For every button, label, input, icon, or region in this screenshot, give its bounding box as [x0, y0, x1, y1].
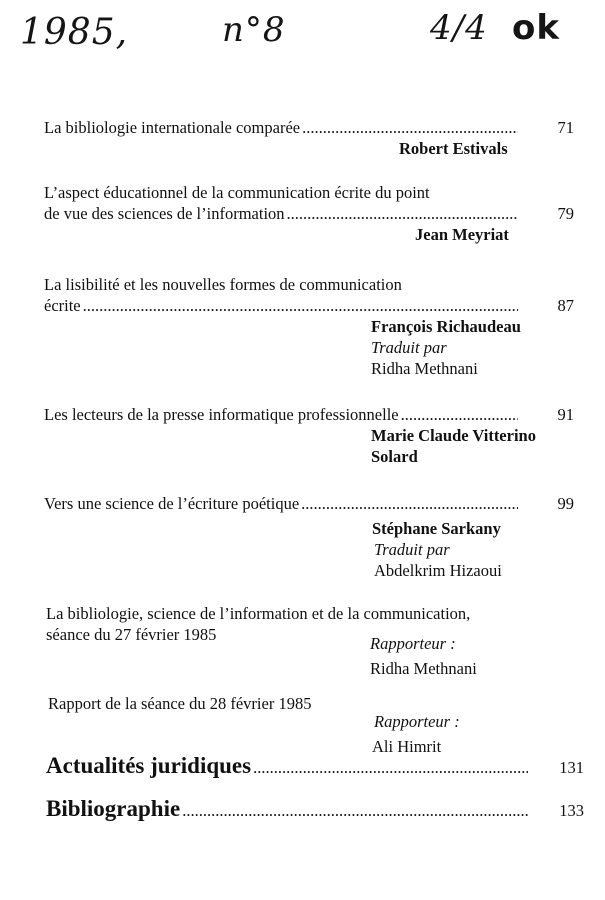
entry-role: Rapporteur : [374, 712, 460, 731]
entry-role: Traduit par [374, 540, 450, 559]
toc-entry [46, 603, 576, 679]
leader-dots [182, 797, 528, 825]
entry-author: Robert Estivals [399, 139, 508, 158]
entry-role: Rapporteur : [370, 634, 456, 653]
toc-entry [48, 693, 578, 757]
entry-title-line1: L’aspect éducationnel de la communication écrite du point [44, 183, 430, 202]
toc-section [46, 795, 584, 825]
toc-section-line [46, 795, 584, 825]
leader-dots [401, 404, 518, 425]
page-number: 71 [557, 118, 574, 137]
leader-dots [301, 493, 518, 514]
entry-title: Les lecteurs de la presse informatique professionnelle [44, 405, 399, 424]
entry-translator: Ridha Methnani [371, 359, 478, 378]
entry-title: Rapport de la séance du 28 février 1985 [48, 694, 312, 713]
page-number: 131 [559, 758, 584, 777]
entry-name: Ridha Methnani [370, 659, 477, 678]
entry-title-line2: de vue des sciences de l’information [44, 204, 285, 223]
entry-role: Traduit par [371, 338, 447, 357]
page-number: 79 [557, 204, 574, 223]
page-number: 87 [557, 296, 574, 315]
toc-entry-line [44, 274, 574, 295]
toc-section-line [46, 752, 584, 782]
leader-dots [302, 117, 518, 138]
toc-entry-line [44, 182, 574, 203]
entry-title-line2: séance du 27 février 1985 [46, 625, 217, 644]
entry-author: Jean Meyriat [415, 225, 509, 244]
page-number: 91 [557, 405, 574, 424]
toc-entry-line [44, 203, 574, 224]
handwritten-issue: n°8 [222, 10, 286, 50]
entry-title-line1: La bibliologie, science de l’information et de la communication, [46, 604, 471, 623]
entry-author: François Richaudeau [371, 317, 521, 336]
entry-author-line1: Marie Claude Vitterino [371, 426, 536, 445]
toc-section [46, 752, 584, 782]
section-title: Actualités juridiques [46, 753, 252, 778]
entry-author: Stéphane Sarkany [372, 519, 501, 538]
entry-translator: Abdelkrim Hizaoui [374, 561, 502, 580]
toc-entry-line [44, 404, 574, 425]
section-title: Bibliographie [46, 796, 181, 821]
toc-entry-line [44, 117, 574, 138]
leader-dots [287, 203, 518, 224]
page-number: 133 [559, 801, 584, 820]
page-number: 99 [557, 494, 574, 513]
entry-title: La bibliologie internationale comparée [44, 118, 301, 137]
toc-entry [44, 493, 574, 581]
entry-author-line2: Solard [371, 447, 418, 466]
leader-dots [83, 295, 518, 316]
toc-entry-line [44, 295, 574, 316]
toc-entry-line [46, 603, 576, 624]
toc-entry [44, 404, 574, 467]
entry-title-line1: La lisibilité et les nouvelles formes de communication [44, 275, 402, 294]
toc-entry-line [44, 493, 574, 514]
entry-title: Vers une science de l’écriture poétique [44, 494, 300, 513]
handwritten-year: 1985, [20, 12, 129, 53]
toc-entry [44, 182, 574, 245]
toc-entry [44, 274, 574, 379]
leader-dots [253, 754, 528, 782]
entry-name: Ali Himrit [372, 737, 442, 756]
entry-title-line2: écrite [44, 296, 81, 315]
toc-entry [44, 117, 574, 159]
handwritten-check: ok [512, 8, 560, 48]
handwritten-pages: 4/4 [430, 8, 488, 48]
